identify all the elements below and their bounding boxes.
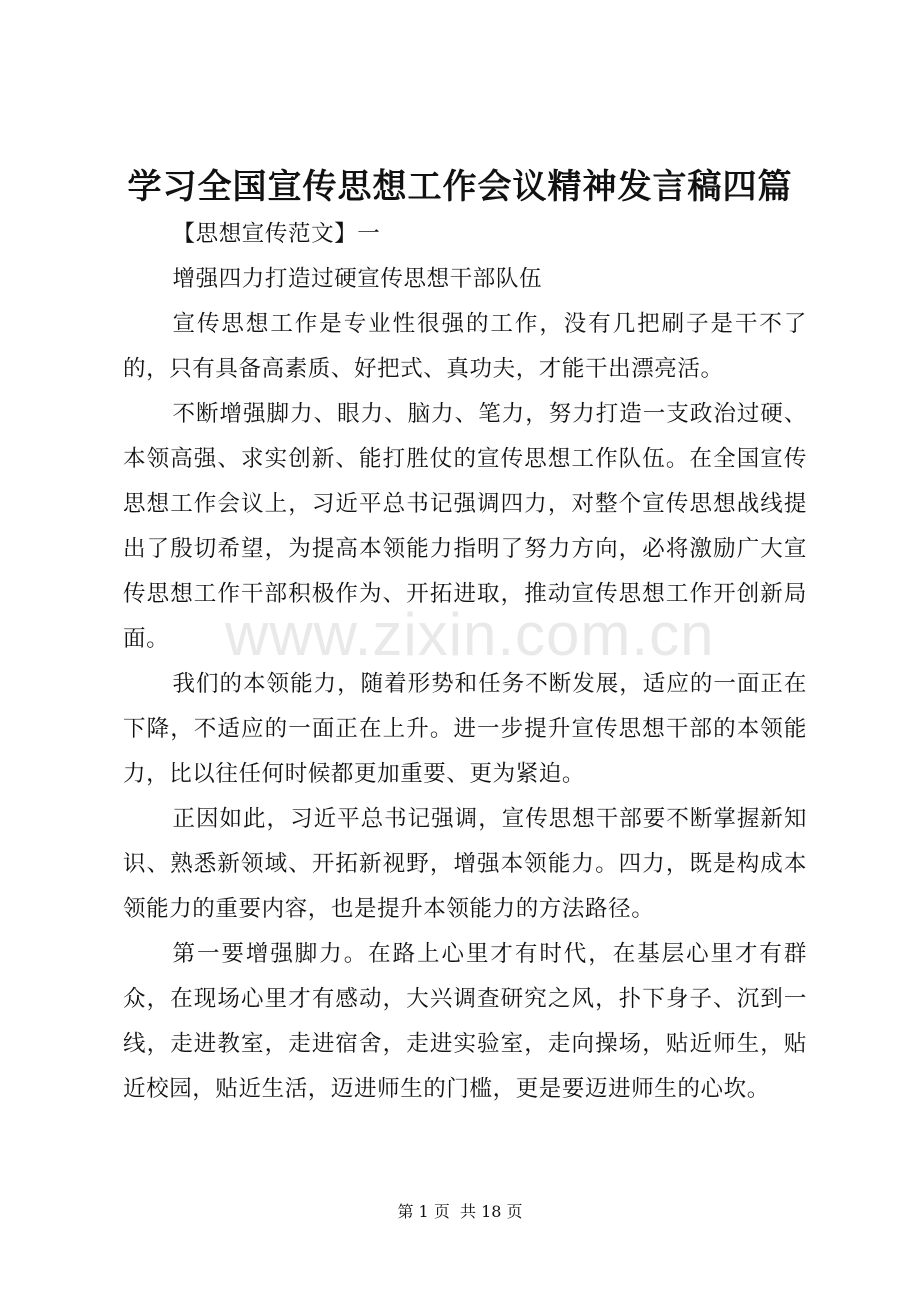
paragraph: 我们的本领能力，随着形势和任务不断发展，适应的一面正在下降，不适应的一面正在上升。进一步提升宣传思想干部的本领能力，比以往任何时候都更加重要、更为紧迫。	[123, 671, 807, 787]
paragraph-subtitle: 增强四力打造过硬宣传思想干部队伍	[172, 266, 543, 292]
paragraph: 不断增强脚力、眼力、脑力、笔力，努力打造一支政治过硬、本领高强、求实创新、能打胜仗的宣传思想工作队伍。在全国宣传思想工作会议上，习近平总书记强调四力，对整个宣传思想战线提出了殷切希望，为提高本领能力指明了努力方向，必将激励广大宣传思想工作干部积极作为、开拓进取，推动宣传思想工作开创新局面。	[123, 401, 807, 652]
watermark: www.zixin.com.cn	[225, 601, 715, 668]
paragraph: 宣传思想工作是专业性很强的工作，没有几把刷子是干不了的，只有具备高素质、好把式、真功夫，才能干出漂亮活。	[123, 311, 807, 382]
paragraph-series-label: 【思想宣传范文】一	[172, 221, 381, 247]
document-title: 学习全国宣传思想工作会议精神发言稿四篇	[127, 167, 793, 207]
page-number: 第 1 页 共 18 页	[397, 1202, 523, 1221]
page-footer	[0, 1200, 920, 1224]
paragraph: 第一要增强脚力。在路上心里才有时代，在基层心里才有群众，在现场心里才有感动，大兴调查研究之风，扑下身子、沉到一线，走进教室，走进宿舍，走进实验室，走向操场，贴近师生，贴近校园，贴近生活，迈进师生的门槛，更是要迈进师生的心坎。	[123, 941, 807, 1102]
paragraph: 正因如此，习近平总书记强调，宣传思想干部要不断掌握新知识、熟悉新领域、开拓新视野，增强本领能力。四力，既是构成本领能力的重要内容，也是提升本领能力的方法路径。	[123, 806, 807, 922]
